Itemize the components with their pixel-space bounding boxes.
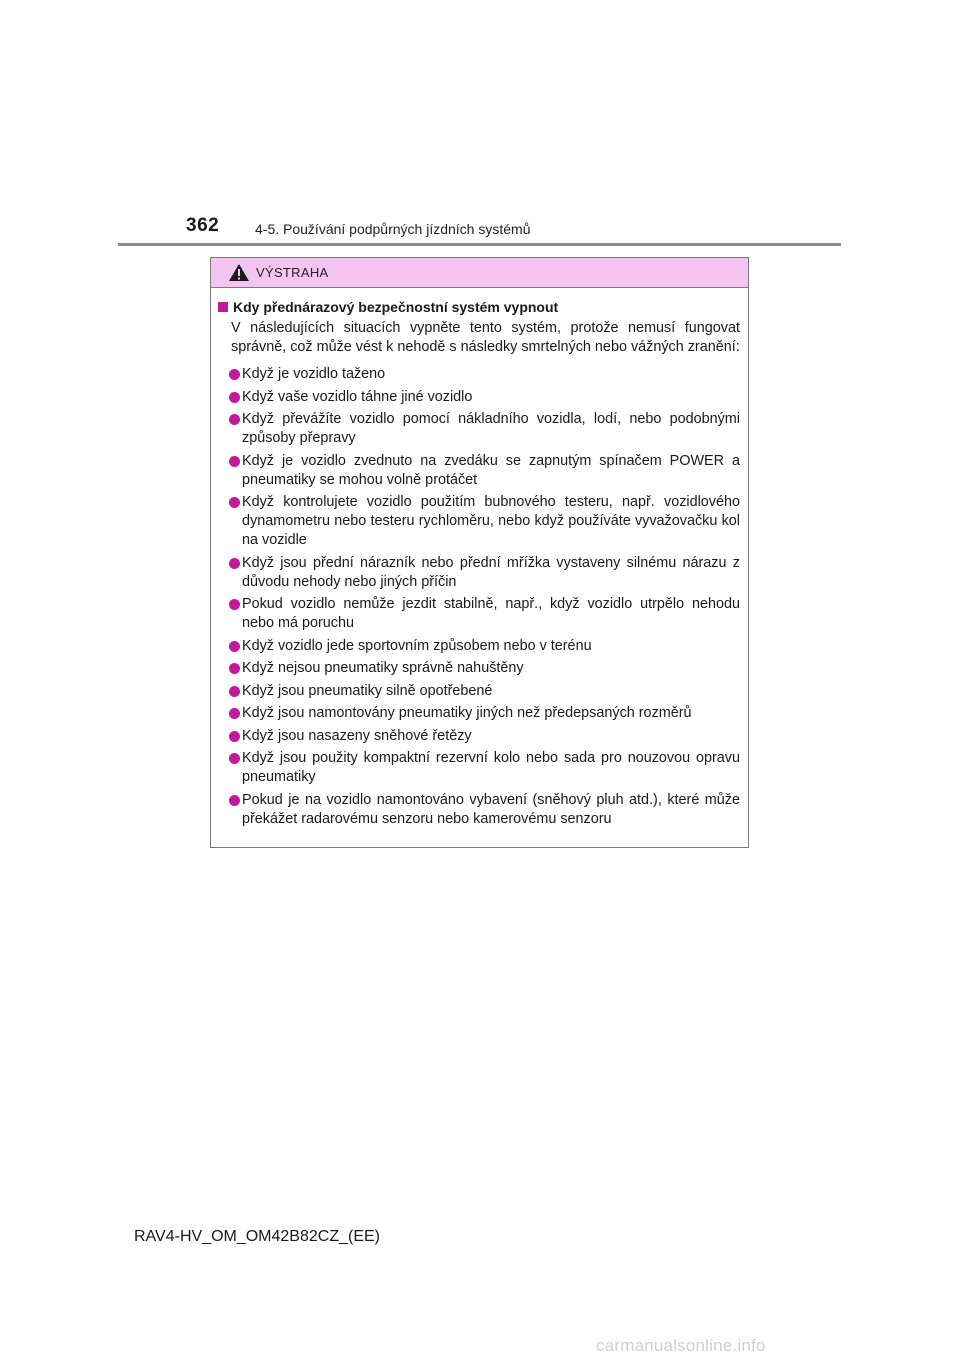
list-item — [218, 637, 740, 656]
list-item-text: Když je vozidlo taženo — [242, 366, 386, 382]
warning-heading — [218, 299, 740, 315]
warning-heading-text: Kdy přednárazový bezpečnostní systém vypnout — [233, 299, 559, 315]
document-code: RAV4-HV_OM_OM42B82CZ_(EE) — [134, 1228, 380, 1245]
list-item — [218, 388, 740, 407]
list-item — [218, 554, 740, 592]
bullet-dot-icon — [229, 558, 240, 569]
list-item-text: Pokud je na vozidlo namontováno vybavení (sněhový pluh atd.), které může překážet radarovému senzoru nebo kamerovému senzoru — [242, 791, 740, 827]
list-item-text: Když jsou nasazeny sněhové řetězy — [242, 727, 472, 744]
warning-header — [211, 258, 748, 288]
list-item-text: Když jsou pneumatiky silně opotřebené — [242, 682, 493, 699]
bullet-dot-icon — [229, 641, 240, 652]
list-item — [218, 365, 740, 384]
bullet-dot-icon — [229, 392, 240, 403]
bullet-dot-icon — [229, 708, 240, 719]
bullet-dot-icon — [229, 369, 240, 380]
list-item — [218, 749, 740, 787]
warning-list — [218, 365, 740, 829]
warning-triangle-icon — [228, 263, 250, 282]
list-item — [218, 452, 740, 490]
list-item-text: Když je vozidlo zvednuto na zvedáku se zapnutým spínačem POWER a pneumatiky se mohou volně protáčet — [242, 452, 740, 488]
list-item — [218, 791, 740, 829]
list-item-text: Když jsou přední nárazník nebo přední mřížka vystaveny silnému nárazu z důvodu nehody nebo jiných příčin — [242, 554, 740, 590]
list-item — [218, 704, 740, 723]
bullet-dot-icon — [229, 795, 240, 806]
bullet-dot-icon — [229, 414, 240, 425]
watermark: carmanualsonline.info — [596, 1336, 766, 1355]
bullet-dot-icon — [229, 753, 240, 764]
bullet-dot-icon — [229, 686, 240, 697]
bullet-dot-icon — [229, 599, 240, 610]
warning-body — [211, 288, 748, 829]
list-item — [218, 493, 740, 550]
list-item-text: Když jsou použity kompaktní rezervní kolo nebo sada pro nouzovou opravu pneumatiky — [242, 750, 740, 785]
list-item — [218, 659, 740, 678]
page-number: 362 — [186, 215, 220, 236]
bullet-dot-icon — [229, 456, 240, 467]
list-item-text: Když jsou namontovány pneumatiky jiných než předepsaných rozměrů — [242, 705, 692, 721]
warning-intro: V následujících situacích vypněte tento systém, protože nemusí fungovat správně, což může vést k nehodě s následky smrtelných nebo vážných zranění: — [231, 320, 740, 355]
bullet-dot-icon — [229, 731, 240, 742]
header-rule — [118, 243, 841, 246]
section-title: 4-5. Používání podpůrných jízdních systémů — [255, 221, 531, 237]
list-item-text: Když vaše vozidlo táhne jiné vozidlo — [242, 388, 473, 405]
list-item-text: Když nejsou pneumatiky správně nahuštěny — [242, 660, 524, 676]
list-item — [218, 727, 740, 746]
list-item — [218, 682, 740, 701]
list-item — [218, 595, 740, 633]
warning-box — [210, 257, 749, 848]
list-item-text: Když kontrolujete vozidlo použitím bubnového testeru, např. vozidlového dynamometru nebo testeru rychloměru, nebo když používáte vyvažovačku kol na vozidle — [242, 494, 740, 548]
bullet-dot-icon — [229, 497, 240, 508]
list-item-text: Pokud vozidlo nemůže jezdit stabilně, např., když vozidlo utrpělo nehodu nebo má poruchu — [242, 596, 740, 631]
list-item-text: Když převážíte vozidlo pomocí nákladního vozidla, lodí, nebo podobnými způsoby přepravy — [242, 411, 740, 446]
square-bullet-icon — [218, 302, 228, 312]
list-item-text: Když vozidlo jede sportovním způsobem nebo v terénu — [242, 637, 592, 654]
list-item — [218, 410, 740, 448]
warning-label: VÝSTRAHA — [256, 265, 329, 280]
bullet-dot-icon — [229, 663, 240, 674]
